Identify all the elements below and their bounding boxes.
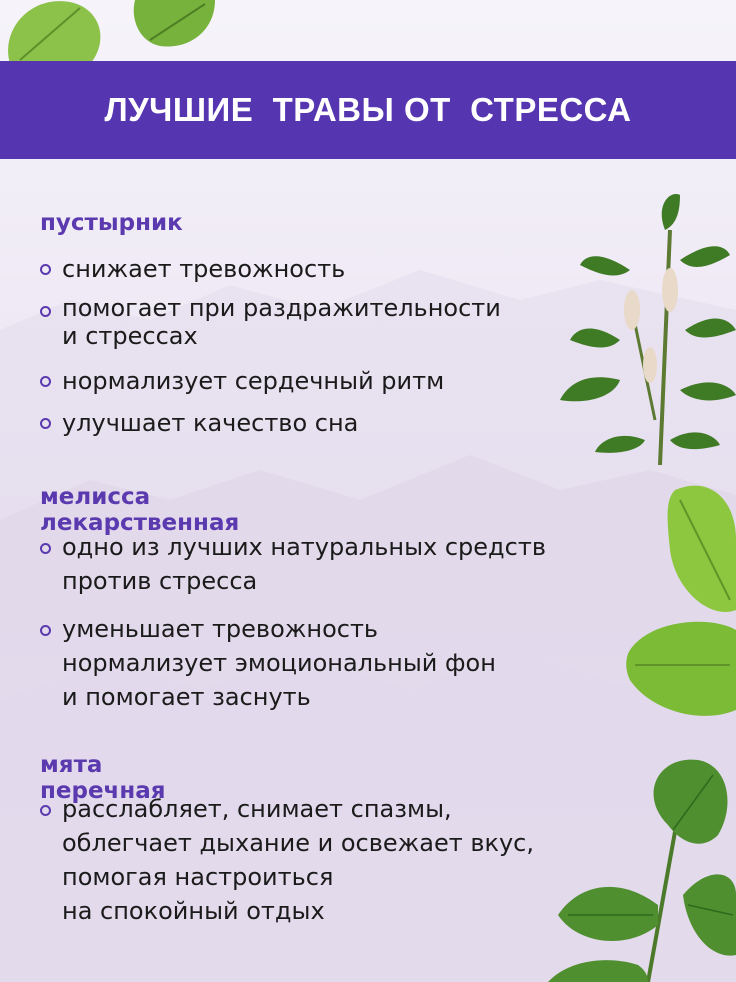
section-title-peppermint: мята перечная <box>40 752 166 804</box>
bullet-icon <box>40 543 51 554</box>
list-item-text: одно из лучших натуральных средств против стресса <box>62 533 546 595</box>
peppermint-sprig-image <box>548 755 736 982</box>
bullet-icon <box>40 805 51 816</box>
mint-leaves-top-left-image <box>0 0 230 64</box>
page-title: ЛУЧШИЕ ТРАВЫ ОТ СТРЕССА <box>104 91 632 128</box>
bullet-icon <box>40 418 51 429</box>
list-item-text: уменьшает тревожность нормализует эмоциональный фон и помогает заснуть <box>62 615 496 711</box>
bullet-icon <box>40 625 51 636</box>
section-title-lemon-balm: мелисса лекарственная <box>40 484 240 536</box>
bullet-icon <box>40 264 51 275</box>
list-item-text: расслабляет, снимает спазмы, облегчает дыхание и освежает вкус, помогая настроиться на спокойный отдых <box>62 795 534 925</box>
header-banner <box>0 61 736 159</box>
bullet-icon <box>40 376 51 387</box>
list-item-text: снижает тревожность <box>62 255 346 283</box>
list-item-text: помогает при раздражительности и стрессах <box>62 294 501 350</box>
lemon-balm-leaves-image <box>620 480 736 730</box>
section-title-motherwort: пустырник <box>40 210 183 236</box>
bullet-icon <box>40 306 51 317</box>
motherwort-plant-image <box>560 190 736 465</box>
list-item-text: нормализует сердечный ритм <box>62 367 445 395</box>
list-item-text: улучшает качество сна <box>62 409 359 437</box>
